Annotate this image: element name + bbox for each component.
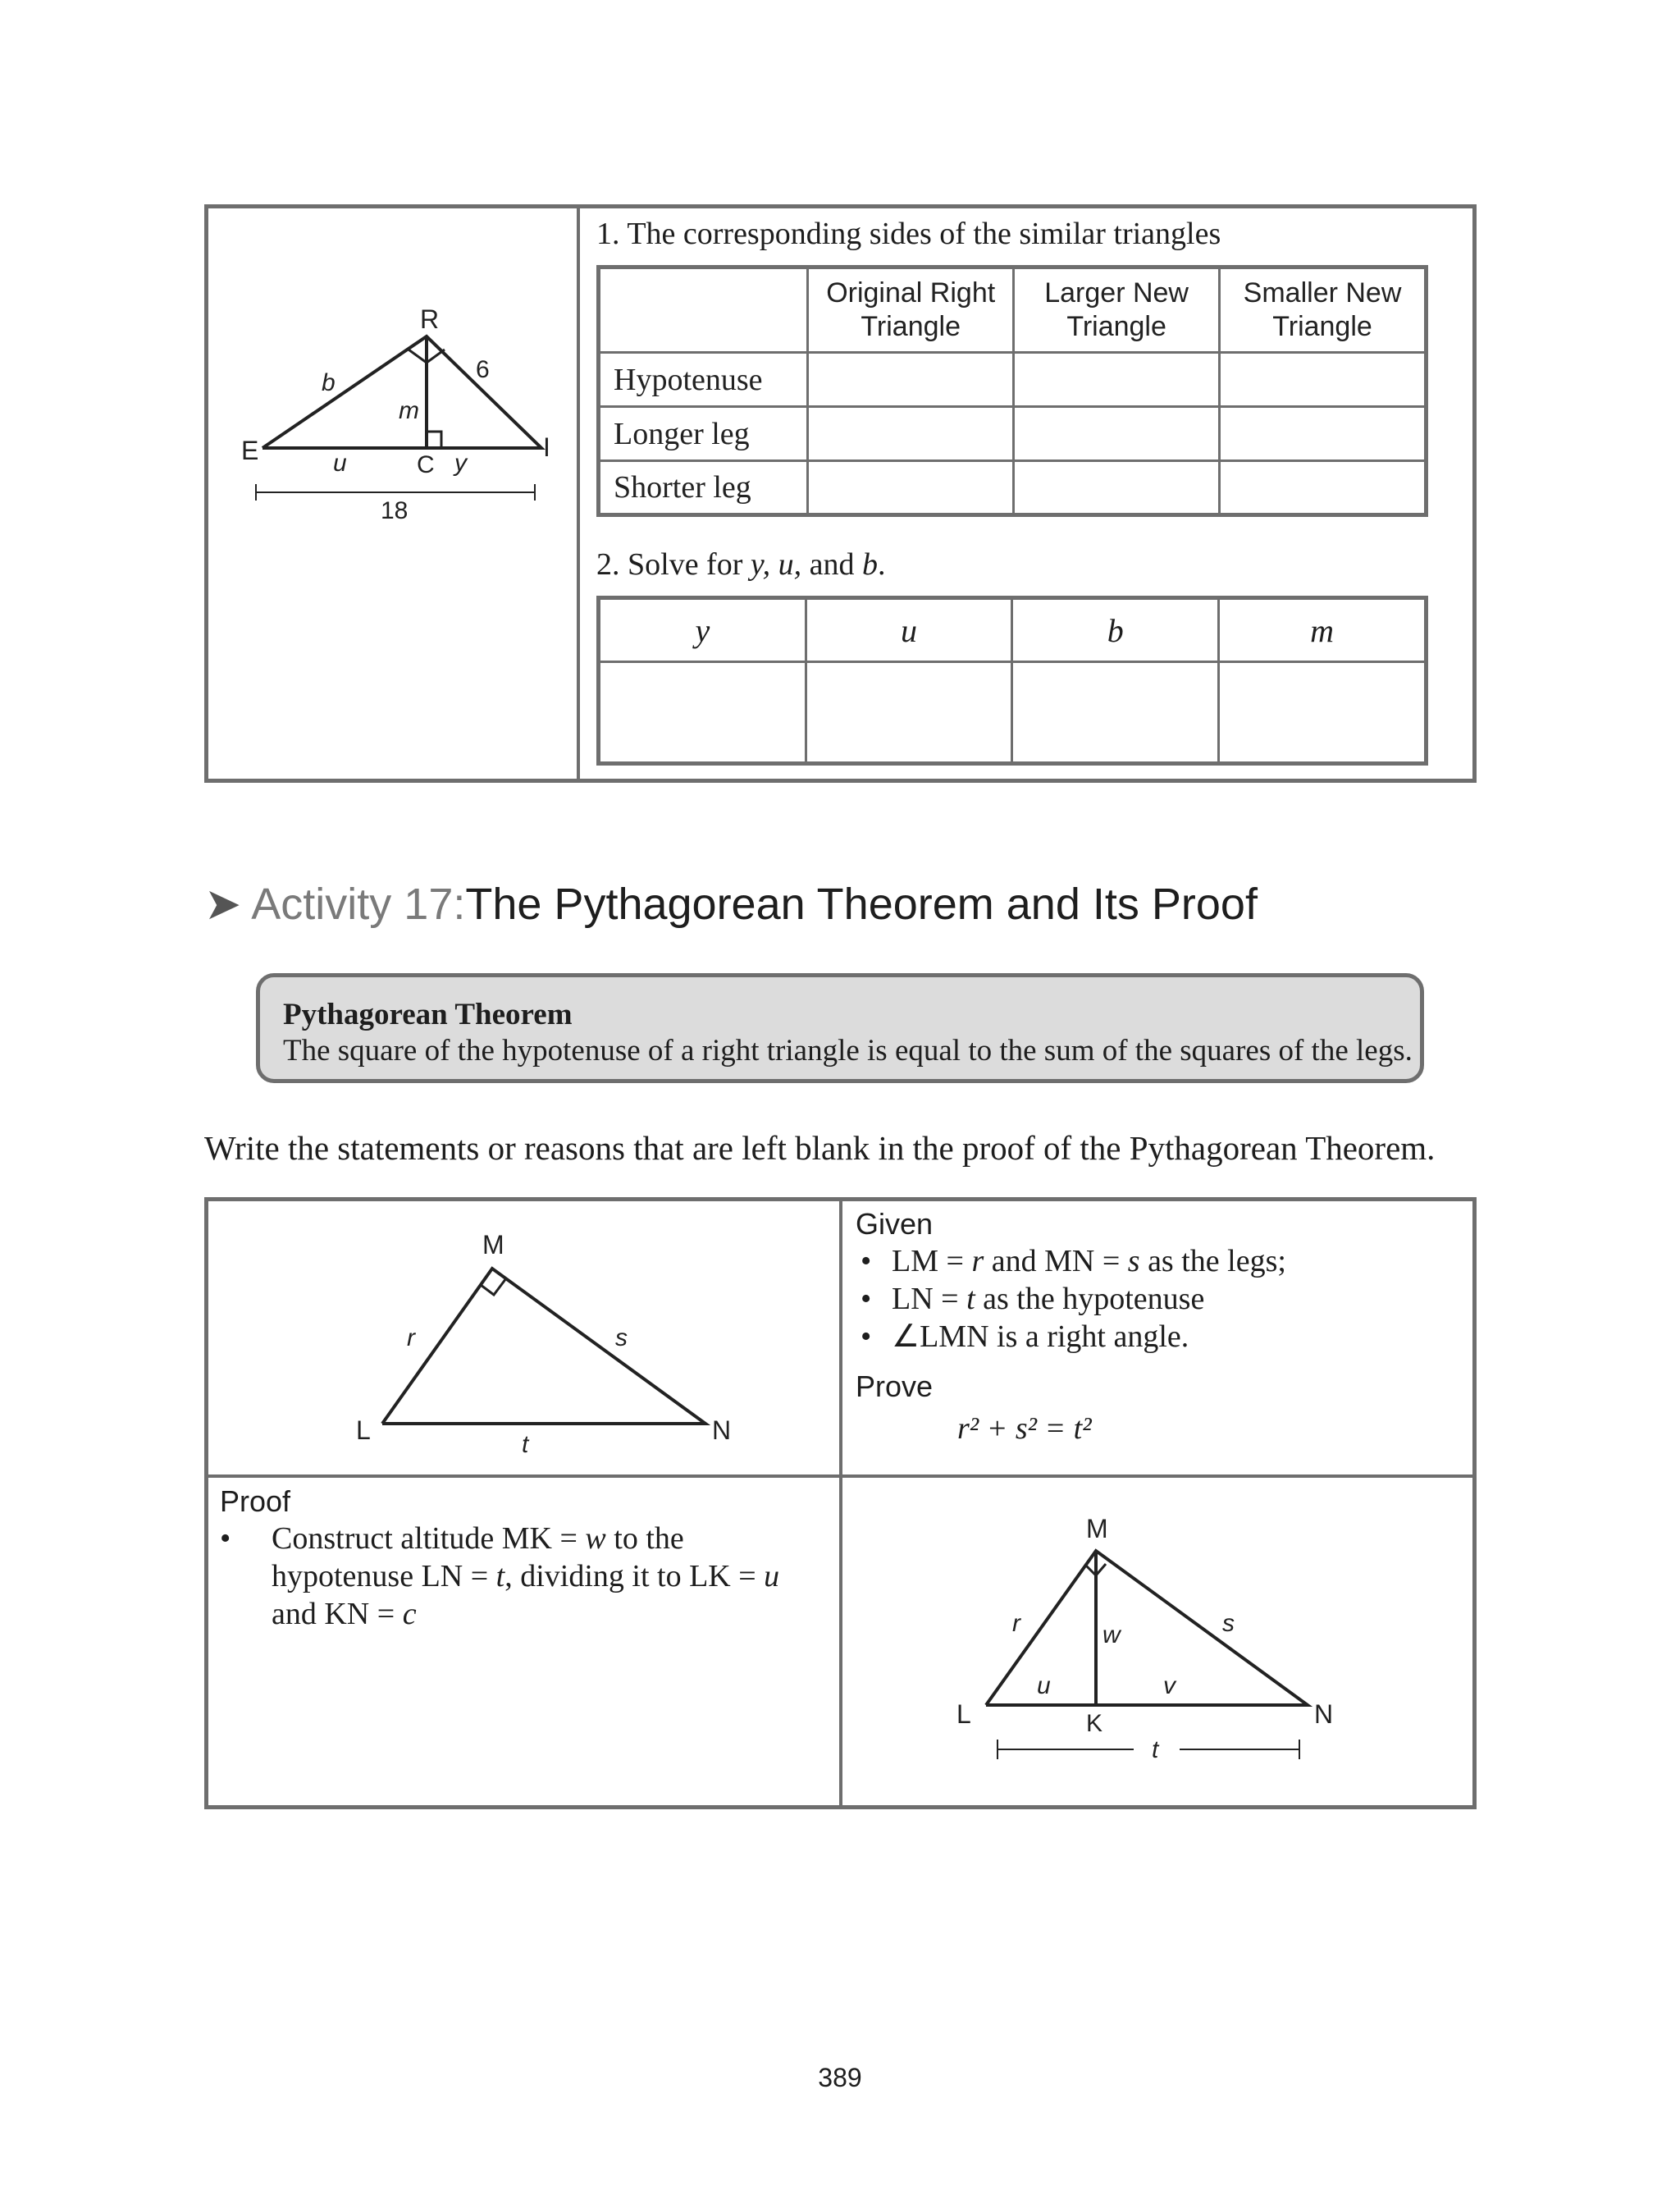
list-item: • LN = t as the hypotenuse (856, 1280, 1463, 1318)
vertex-m-label: M (482, 1230, 504, 1260)
side-s-label: s (615, 1324, 628, 1351)
answer-cell[interactable] (808, 407, 1014, 461)
triangle-lmn-outline (382, 1269, 705, 1424)
answer-cell[interactable] (808, 353, 1014, 407)
bullet-icon: • (220, 1521, 231, 1556)
prove-statement: r² + s² = t² (957, 1411, 1092, 1446)
prove-heading: Prove (856, 1369, 934, 1403)
col-header-m: m (1219, 598, 1427, 662)
answer-cell[interactable] (1220, 353, 1427, 407)
given-heading: Given (856, 1207, 934, 1241)
side-s2-label: s (1222, 1610, 1235, 1637)
given-list (856, 1242, 1463, 1356)
vertex-c-label: C (417, 451, 435, 478)
side-r2-label: r (1012, 1610, 1020, 1637)
answer-cell[interactable] (808, 461, 1014, 515)
base-18-label: 18 (381, 497, 409, 524)
proof-box-horizontal-divider (206, 1474, 1475, 1478)
vertex-e-label: E (241, 436, 259, 465)
answer-cell[interactable] (1014, 353, 1220, 407)
activity-heading (204, 878, 1258, 930)
vertex-k-label: K (1086, 1710, 1103, 1737)
vertex-n2-label: N (1314, 1699, 1334, 1729)
base-t2-label: t (1152, 1736, 1159, 1763)
vertex-i-label: I (543, 432, 550, 462)
answer-cell-b[interactable] (1012, 662, 1219, 764)
top-box-divider (577, 206, 580, 781)
q1-title: 1. The corresponding sides of the similar triangles (596, 217, 1221, 251)
theorem-heading: Pythagorean Theorem (283, 998, 573, 1031)
side-6-label: 6 (476, 356, 490, 383)
instruction-text: Write the statements or reasons that are left blank in the proof of the Pythagorean Theorem. (204, 1129, 1436, 1167)
list-item: • LM = r and MN = s as the legs; (856, 1242, 1463, 1280)
proof-box-vertical-divider (839, 1199, 842, 1808)
table-row (599, 407, 1427, 461)
segment-u2-label: u (1037, 1672, 1051, 1699)
side-r-label: r (407, 1324, 415, 1351)
answer-cell-y[interactable] (599, 662, 806, 764)
vertex-l2-label: L (956, 1699, 971, 1729)
q2-solve-table (596, 596, 1428, 766)
triangle-lmn-diagram (345, 1223, 771, 1461)
segment-y-label: y (454, 450, 467, 477)
col-header-u: u (806, 598, 1012, 662)
list-item: • ∠LMN is a right angle. (856, 1318, 1463, 1356)
theorem-box (256, 973, 1424, 1083)
col-header-larger: Larger New Triangle (1014, 267, 1220, 353)
theorem-text: The square of the hypotenuse of a right triangle is equal to the sum of the squares of the legs. (283, 1034, 1413, 1068)
vertex-n-label: N (712, 1415, 732, 1445)
vertex-r-label: R (420, 304, 440, 334)
answer-cell[interactable] (1220, 461, 1427, 515)
q1-corner-cell (599, 267, 808, 353)
answer-cell-u[interactable] (806, 662, 1012, 764)
answer-cell[interactable] (1014, 407, 1220, 461)
row-label-longer-leg: Longer leg (599, 407, 808, 461)
activity-number: Activity 17: (251, 880, 466, 929)
given-section (856, 1206, 1463, 1447)
triangle-eri-diagram (230, 295, 558, 533)
segment-u-label: u (333, 450, 347, 477)
answer-cell[interactable] (1014, 461, 1220, 515)
altitude-w-label: w (1102, 1621, 1121, 1648)
col-header-y: y (599, 598, 806, 662)
row-label-shorter-leg: Shorter leg (599, 461, 808, 515)
page-number: 389 (818, 2063, 862, 2092)
table-row (599, 461, 1427, 515)
answer-cell-m[interactable] (1219, 662, 1427, 764)
altitude-m-label: m (399, 397, 419, 424)
col-header-smaller: Smaller New Triangle (1220, 267, 1427, 353)
activity-title: The Pythagorean Theorem and Its Proof (465, 880, 1258, 929)
table-row (599, 353, 1427, 407)
side-t-label: t (522, 1431, 529, 1458)
proof-step-1: • Construct altitude MK = w to the hypotenuse LN = t, dividing it to LK = u and KN = c (220, 1521, 780, 1631)
col-header-original: Original Right Triangle (808, 267, 1014, 353)
vertex-l-label: L (356, 1415, 371, 1445)
col-header-b: b (1012, 598, 1219, 662)
side-b-label: b (322, 369, 336, 396)
segment-v-label: v (1163, 1672, 1176, 1699)
triangle-lmn-altitude-diagram (952, 1508, 1362, 1779)
proof-heading: Proof (220, 1484, 291, 1518)
answer-cell[interactable] (1220, 407, 1427, 461)
vertex-m2-label: M (1086, 1514, 1108, 1543)
right-angle-mark-c (427, 432, 441, 448)
triangle-lmn2-outline (986, 1551, 1308, 1705)
proof-section (220, 1484, 827, 1633)
triangle-eri-outline (262, 336, 541, 448)
q1-similar-triangles-table (596, 265, 1428, 517)
row-label-hypotenuse: Hypotenuse (599, 353, 808, 407)
q2-title: 2. Solve for y, u, and b. (596, 547, 886, 582)
arrow-icon: ➤ (204, 880, 242, 929)
